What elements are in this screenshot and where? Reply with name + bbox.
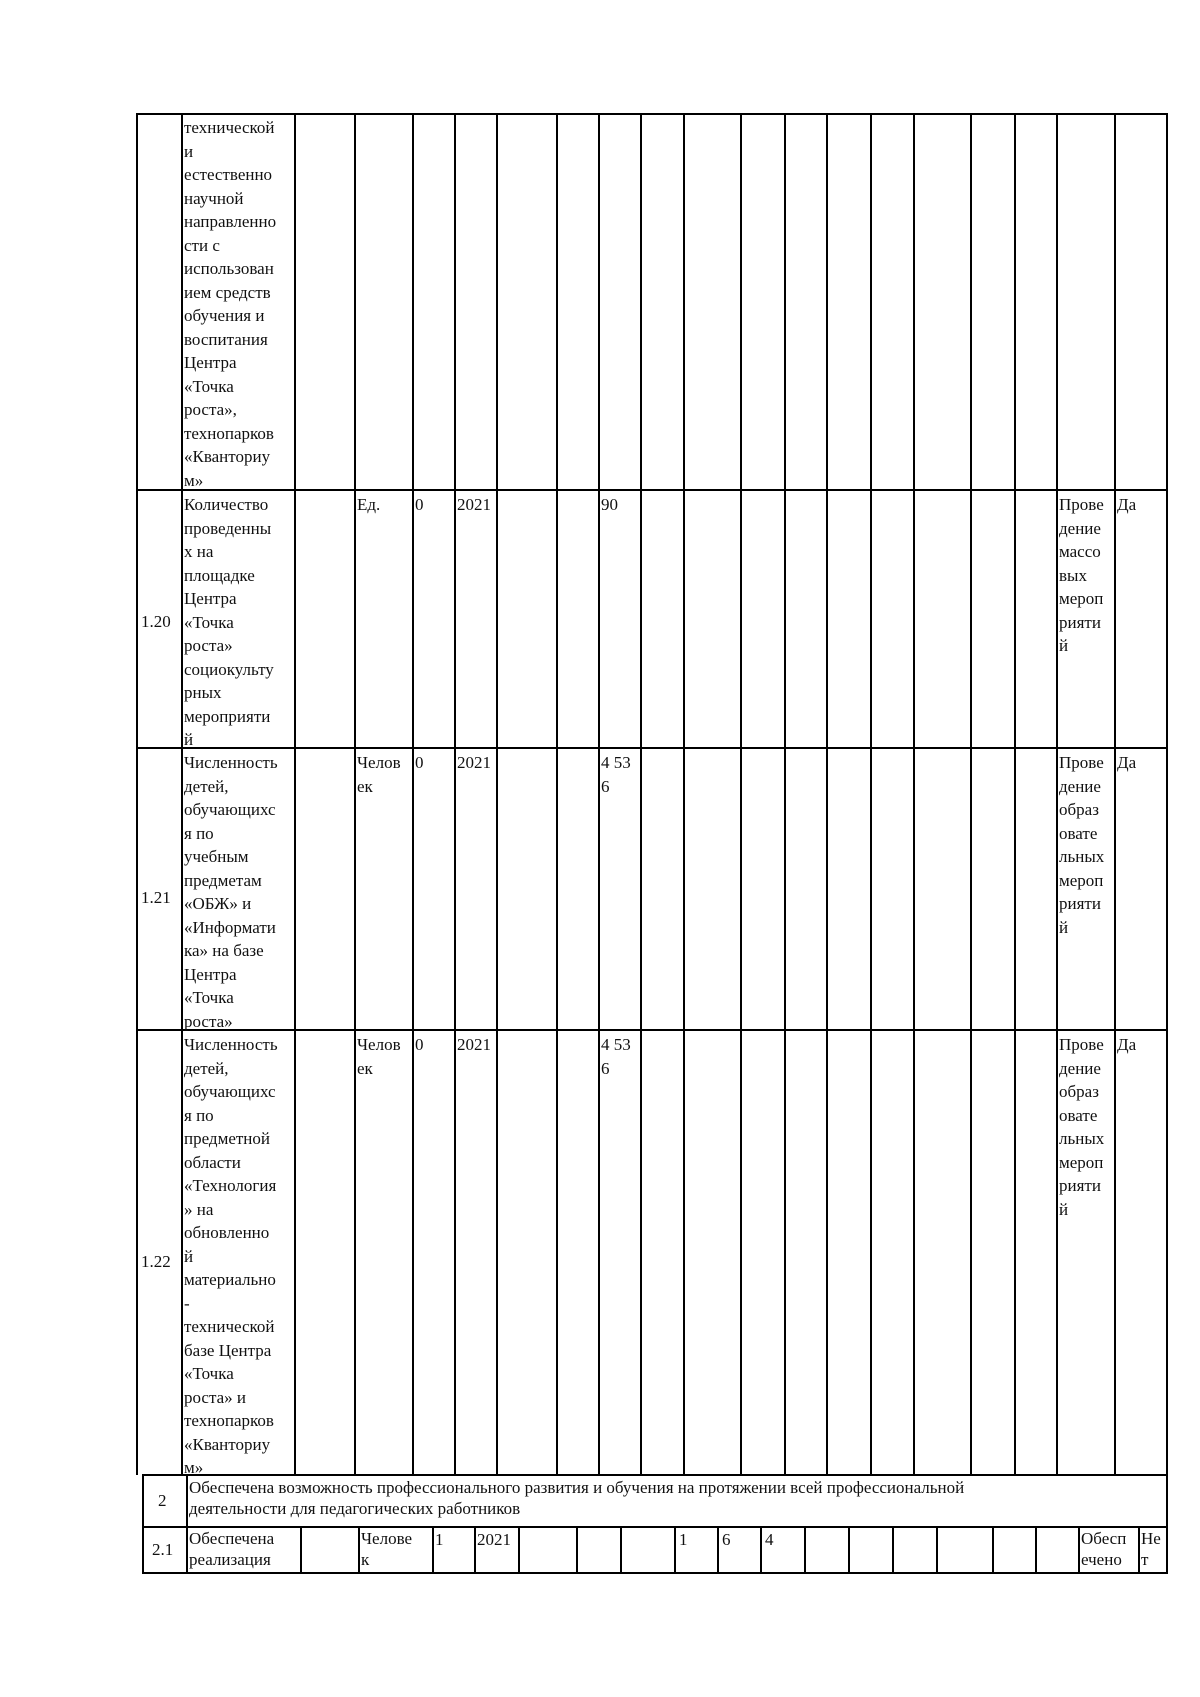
col-border	[598, 113, 600, 1475]
col-border	[913, 113, 915, 1475]
unit-cell: Челов ек	[357, 753, 401, 796]
indicator-name: Обеспечена реализация	[189, 1529, 275, 1569]
row-divider	[142, 1526, 1168, 1528]
col-border	[992, 1526, 994, 1573]
col-border	[1166, 113, 1168, 1475]
base-year-cell: 2021	[457, 753, 491, 772]
col-border	[518, 1526, 520, 1573]
col-border	[970, 113, 972, 1475]
col-border	[1056, 113, 1058, 1475]
unit-cell: Челов ек	[357, 1035, 401, 1078]
base-year-cell: 2021	[457, 1035, 491, 1054]
col-border	[892, 1526, 894, 1573]
col-border	[717, 1526, 719, 1573]
col-border	[576, 1526, 578, 1573]
section-title: Обеспечена возможность профессионального развития и обучения на протяжении всей профессиональной деятельности для педагогических работников	[189, 1478, 965, 1518]
col-border	[848, 1526, 850, 1573]
note-cell: Прове дение образ овате льных мероп рияти й	[1059, 1035, 1105, 1219]
col-border	[640, 113, 642, 1475]
value-cell: 4	[765, 1530, 774, 1549]
col-border	[454, 113, 456, 1475]
col-border	[300, 1526, 302, 1573]
target-value-cell: 4 53 6	[601, 753, 631, 796]
target-value-cell: 4 53 6	[601, 1035, 631, 1078]
row-number: 1.22	[141, 1252, 171, 1271]
col-border	[870, 113, 872, 1475]
col-border	[1138, 1526, 1140, 1573]
note-cell: Прове дение массо вых мероп рияти й	[1059, 495, 1104, 655]
col-border	[181, 113, 183, 1475]
section-number: 2	[158, 1491, 167, 1510]
col-border	[1014, 113, 1016, 1475]
row-number: 1.20	[141, 612, 171, 631]
col-border	[1035, 1526, 1037, 1573]
indicator-name: Численность детей, обучающихс я по учебным предметам «ОБЖ» и «Информати ка» на базе Центра «Точка роста»	[184, 753, 278, 1031]
col-border	[804, 1526, 806, 1573]
col-border	[674, 1526, 676, 1573]
col-border	[1078, 1526, 1080, 1573]
col-border	[936, 1526, 938, 1573]
col-border	[784, 113, 786, 1475]
row-number: 2.1	[152, 1540, 174, 1559]
flag-cell: Не т	[1141, 1529, 1161, 1569]
col-border	[683, 113, 685, 1475]
note-cell: Обесп ечено	[1081, 1529, 1127, 1569]
col-border	[1114, 113, 1116, 1475]
note-cell: Прове дение образ овате льных мероп рияти й	[1059, 753, 1105, 937]
col-border	[432, 1526, 434, 1573]
base-year-cell: 2021	[477, 1530, 511, 1549]
base-value-cell: 1	[435, 1530, 444, 1549]
col-border	[186, 1474, 188, 1574]
unit-cell: Челове к	[361, 1529, 413, 1569]
col-border	[294, 113, 296, 1475]
col-border	[740, 113, 742, 1475]
unit-cell: Ед.	[357, 495, 381, 514]
col-border	[556, 113, 558, 1475]
col-border	[358, 1526, 360, 1573]
flag-cell: Да	[1117, 1035, 1137, 1054]
value-cell: 6	[722, 1530, 731, 1549]
indicator-name: Численность детей, обучающихс я по предметной области «Технология » на обновленно й материально - технической базе Центра «Точка роста» и технопарков «Кванториу м»	[184, 1035, 278, 1477]
table-bottom-border	[142, 1572, 1168, 1574]
base-value-cell: 0	[415, 495, 424, 514]
col-border	[142, 1474, 144, 1574]
row-number: 1.21	[141, 888, 171, 907]
base-year-cell: 2021	[457, 495, 491, 514]
col-border	[354, 113, 356, 1475]
indicator-name: Количество проведенны х на площадке Центра «Точка роста» социокульту рных мероприяти й	[184, 495, 274, 749]
target-value-cell: 90	[601, 495, 618, 514]
col-border	[412, 113, 414, 1475]
col-border	[136, 113, 138, 1475]
flag-cell: Да	[1117, 495, 1137, 514]
col-border	[826, 113, 828, 1475]
col-border	[620, 1526, 622, 1573]
base-value-cell: 0	[415, 753, 424, 772]
base-value-cell: 0	[415, 1035, 424, 1054]
col-border	[1166, 1474, 1168, 1574]
col-border	[760, 1526, 762, 1573]
col-border	[496, 113, 498, 1475]
flag-cell: Да	[1117, 753, 1137, 772]
indicator-name: технической и естественно научной направленно сти с использован ием средств обучения и воспитания Центра «Точка роста», технопарков «Кванториу м»	[184, 118, 277, 490]
value-cell: 1	[679, 1530, 688, 1549]
col-border	[474, 1526, 476, 1573]
